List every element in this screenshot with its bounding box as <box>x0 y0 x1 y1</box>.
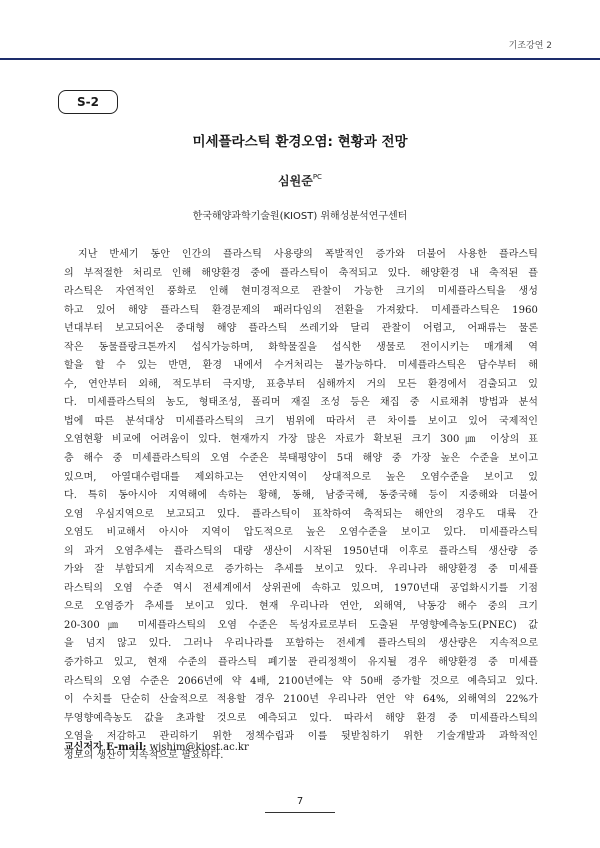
affiliation: 한국해양과학기술원(KIOST) 위해성분석연구센터 <box>192 211 408 222</box>
abstract-line: 의 과거 오염추세는 플라스틱의 대량 생산이 시작된 1950년대 이후로 플라스틱 생산량 증 <box>64 545 538 557</box>
page-number-rule <box>265 812 335 813</box>
abstract-line: 이 수치를 단순히 산술적으로 적용할 경우 2100년 우리나라 연안 약 64%, 외해역의 22%가 <box>64 694 538 706</box>
abstract-line: 다. 미세플라스틱의 농도, 형태조성, 폴리머 재질 조성 등은 채집 중 시료채취 방법과 분석 <box>64 397 538 409</box>
abstract-line: 을 넘지 않고 있다. 그러나 우리나라를 포함하는 전세계 플라스틱의 생산량은 지속적으로 <box>64 638 538 650</box>
abstract-line: 있으며, 아열대수렴대를 제외하고는 연안지역이 상대적으로 높은 오염수준을 보이고 있 <box>64 471 538 483</box>
corresponding-author <box>64 738 249 753</box>
abstract-line: 으로 오염증가 추세를 보이고 있다. 현재 우리나라 연안, 외해역, 낙동강 해수 중의 크기 <box>64 601 538 613</box>
abstract-line: 다. 특히 동아시아 지역해에 속하는 황해, 동해, 남중국해, 동중국해 등이 지중해와 더불어 <box>64 490 538 502</box>
header-rule <box>0 58 600 60</box>
abstract-line: 라스틱은 자연적인 풍화로 인해 현미경적으로 관찰이 가능한 크기의 미세플라스틱을 생성 <box>64 286 538 298</box>
abstract-line: 오염 우심지역으로 보고되고 있다. 플라스틱이 표착하여 축적되는 해안의 경우도 대륙 간 <box>64 508 538 520</box>
abstract-line: 지난 반세기 동안 인간의 플라스틱 사용량의 폭발적인 증가와 더불어 사용한 플라스틱 <box>78 249 538 260</box>
abstract-line: 라스틱의 오염 수준 역시 전세계에서 상위권에 속하고 있으며, 1970년대 공업화시기를 기점 <box>64 582 538 594</box>
contact-email[interactable]: wjshim@kiost.ac.kr <box>149 742 249 753</box>
abstract-line: 오염현황 비교에 어려움이 있다. 현재까지 가장 많은 자료가 확보된 크기 300㎛ 이상의 표 <box>64 434 538 446</box>
paper-title: 미세플라스틱 환경오염: 현황과 전망 <box>192 134 408 150</box>
abstract-body <box>64 246 538 765</box>
running-header: 기조강연 2 <box>508 41 552 51</box>
abstract-line: 수, 연안부터 외해, 적도부터 극지방, 표층부터 심해까지 거의 모든 환경에서 검출되고 있 <box>64 378 538 390</box>
abstract-line: 하고 있어 해양 플라스틱 환경문제의 패러다임의 전환을 가져왔다. 미세플라스틱은 1960 <box>64 304 538 316</box>
abstract-line: 라스틱의 오염 수준은 2066년에 약 4배, 2100년에는 약 50배 증가할 것으로 예측되고 있다. <box>64 675 538 687</box>
session-badge: S-2 <box>58 90 118 114</box>
author <box>0 172 600 189</box>
contact-label: 교신저자 E-mail: <box>64 742 147 753</box>
abstract-line: 20-300㎛ 미세플라스틱의 오염 수준은 독성자료로부터 도출된 무영향예측농도(PNEC) 값 <box>64 619 538 631</box>
abstract-line: 가와 잘 부합되게 지속적으로 증가하는 추세를 보이고 있다. 우리나라 해양환경 중 미세플 <box>64 564 538 576</box>
abstract-line: 층 해수 중 미세플라스틱의 오염 수준은 북태평양이 5대 해양 중 가장 높은 수준을 보이고 <box>64 453 538 465</box>
abstract-line: 정보의 생산이 지속적으로 필요하다. <box>64 749 224 761</box>
abstract-line: 년대부터 보고되어온 중대형 해양 플라스틱 쓰레기와 달리 관찰이 어렵고, 어패류는 물론 <box>64 323 538 335</box>
abstract-line: 무영향예측농도 값을 초과할 것으로 예측되고 있다. 따라서 해양 환경 중 미세플라스틱의 <box>64 712 538 724</box>
abstract-line: 오염을 저감하고 관리하기 위한 정책수립과 이를 뒷받침하기 위한 기술개발과 과학적인 <box>64 731 538 743</box>
author-name: 심원준 <box>278 174 313 188</box>
abstract-line: 증가하고 있고, 현재 수준의 플라스틱 폐기물 관리정책이 유지될 경우 해양환경 중 미세플 <box>64 657 538 669</box>
page-number: 7 <box>296 796 304 807</box>
abstract-line: 작은 동물플랑크톤까지 섭식가능하며, 화학물질을 섭식한 생물로 전이시키는 매개체 역 <box>64 341 538 353</box>
presenting-author-mark: PC <box>312 173 322 181</box>
abstract-line: 의 부적절한 처리로 인해 해양환경 중에 플라스틱이 축적되고 있다. 해양환경 내 축적된 플 <box>64 267 538 279</box>
abstract-line: 오염도 비교해서 아시아 지역이 압도적으로 높은 오염수준을 보이고 있다. 미세플라스틱 <box>64 527 538 539</box>
abstract-line: 법에 따른 분석대상 미세플라스틱의 크기 범위에 따라서 큰 차이를 보이고 있어 국제적인 <box>64 415 538 427</box>
abstract-line: 할을 할 수 있는 반면, 환경 내에서 수거처리는 불가능하다. 미세플라스틱은 담수부터 해 <box>64 360 538 372</box>
